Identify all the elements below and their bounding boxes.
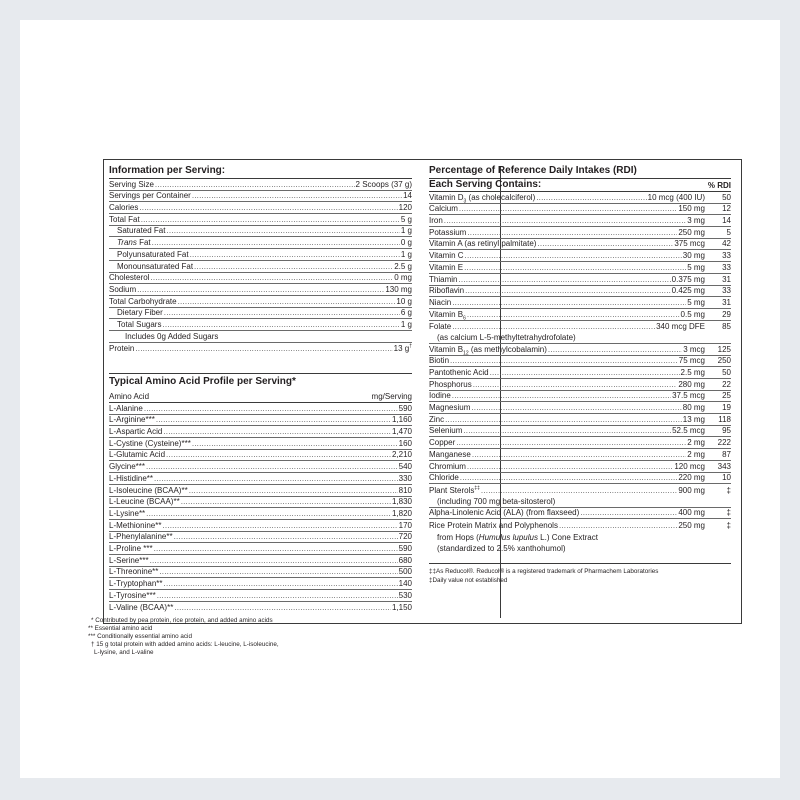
footnote: ** Essential amino acid xyxy=(88,625,153,632)
info-row-label: Serving Size xyxy=(109,179,154,189)
rdi-row-value: 10 mcg (400 IU) xyxy=(647,192,705,202)
rdi-row xyxy=(429,239,731,251)
amino-row-label: L-Lysine** xyxy=(109,508,146,518)
info-row-label: Total Sugars xyxy=(117,319,162,329)
rdi-row-rdi: 10 xyxy=(722,473,731,483)
rdi-subheader xyxy=(429,179,731,191)
rdi-row xyxy=(429,414,731,426)
rdi-row-rdi: 85 xyxy=(722,322,731,332)
rdi-row-label: Chromium xyxy=(429,461,466,471)
amino-row-value: 720 xyxy=(398,532,412,542)
amino-col-unit: mg/Serving xyxy=(371,392,412,401)
rdi-row-value: 250 mg xyxy=(678,520,705,530)
amino-row xyxy=(109,403,412,415)
rdi-row-label: Vitamin C xyxy=(429,251,464,261)
amino-row xyxy=(109,485,412,497)
rdi-row xyxy=(429,449,731,461)
info-table xyxy=(109,179,412,354)
rdi-row-label: Iodine xyxy=(429,391,451,401)
info-row xyxy=(109,343,412,355)
rdi-row-value: 150 mg xyxy=(678,204,705,214)
amino-row-label: L-Histidine** xyxy=(109,473,154,483)
rdi-row-rdi: 118 xyxy=(718,414,731,424)
amino-title: Typical Amino Acid Profile per Serving* xyxy=(109,376,296,388)
rdi-row xyxy=(429,286,731,298)
amino-row-value: 500 xyxy=(398,567,412,577)
rdi-row xyxy=(429,391,731,403)
amino-top-rule xyxy=(109,373,412,374)
info-row-value: 1 g xyxy=(400,226,412,236)
rdi-row-value: 2 mg xyxy=(687,449,705,459)
rdi-table xyxy=(429,192,731,554)
info-row-label: Total Fat xyxy=(109,214,140,224)
rdi-row xyxy=(429,519,731,531)
amino-row xyxy=(109,508,412,520)
rdi-row-value: 0.425 mg xyxy=(671,286,705,296)
amino-row-label: L-Tryptophan** xyxy=(109,579,163,588)
amino-row xyxy=(109,567,412,579)
rdi-row-label: Folate xyxy=(429,322,452,332)
amino-row-label: L-Aspartic Acid xyxy=(109,427,163,437)
rdi-row-label: Plant Sterols‡‡ xyxy=(429,485,480,495)
rdi-row-label: Selenium xyxy=(429,426,463,436)
rdi-row-label: Potassium xyxy=(429,227,467,237)
info-row-value: 2 Scoops (37 g) xyxy=(355,179,412,189)
info-row xyxy=(109,249,412,261)
info-row-value: 1 g xyxy=(400,319,412,329)
rdi-row-note: (standardized to 2.5% xanthohumol) xyxy=(437,544,566,554)
rdi-row-note: (including 700 mg beta-sitosterol) xyxy=(429,496,731,508)
info-row-value: 5 g xyxy=(400,214,412,224)
rdi-row-label: Phosphorus xyxy=(429,379,472,389)
amino-col-label: Amino Acid xyxy=(109,392,150,401)
amino-row-value: 1,470 xyxy=(391,427,412,437)
rdi-row-value: 375 mcg xyxy=(674,239,705,249)
rdi-row-rdi: 31 xyxy=(722,274,731,284)
rdi-row-rdi: 50 xyxy=(722,368,731,377)
info-row-label: Servings per Container xyxy=(109,191,191,201)
rdi-row xyxy=(429,367,731,379)
info-row-label: Includes 0g Added Sugars xyxy=(125,331,219,341)
rdi-row-label: Vitamin $D_3$ (as cholecalciferol) xyxy=(429,192,536,205)
rdi-row-rdi: 12 xyxy=(722,204,731,214)
left-column xyxy=(109,165,412,613)
supplement-facts-panel xyxy=(103,159,742,624)
rdi-row xyxy=(429,250,731,262)
rdi-row-value: 0.5 mg xyxy=(680,309,705,319)
rdi-row-label: Zinc xyxy=(429,414,445,424)
footnote: † 15 g total protein with added amino acids: L-leucine, L-isoleucine, xyxy=(91,641,279,648)
rdi-row-label: Vitamin $B_{12}$ (as methylcobalamin) xyxy=(429,344,547,357)
info-row-label: Dietary Fiber xyxy=(117,308,163,318)
rdi-row-rdi: 33 xyxy=(722,251,731,261)
amino-row xyxy=(109,438,412,450)
rdi-row-note: from Hops (Humulus lupulus L.) Cone Extract xyxy=(437,532,598,542)
rdi-notes xyxy=(429,568,731,585)
info-row xyxy=(109,202,412,214)
rdi-row xyxy=(429,321,731,333)
info-row-label: Sodium xyxy=(109,284,137,294)
rdi-row-value: 13 mg xyxy=(682,414,705,424)
rdi-row-value: 400 mg xyxy=(678,508,705,518)
rdi-row-rdi: 29 xyxy=(722,309,731,319)
rdi-row-value: 75 mcg xyxy=(678,356,705,366)
info-row xyxy=(109,296,412,308)
amino-row-value: 1,150 xyxy=(391,603,412,613)
info-row-value: 1 g xyxy=(400,249,412,259)
rdi-row-label: Alpha-Linolenic Acid (ALA) (from flaxseed) xyxy=(429,508,580,518)
amino-row-label: L-Proline *** xyxy=(109,543,153,553)
info-title: Information per Serving: xyxy=(109,165,226,176)
rdi-row-label: Pantothenic Acid xyxy=(429,368,489,377)
info-row-label: Total Carbohydrate xyxy=(109,296,177,306)
amino-row xyxy=(109,426,412,438)
rdi-row-rdi: 33 xyxy=(722,262,731,272)
rdi-row-rdi: 42 xyxy=(722,239,731,249)
amino-row-label: L-Arginine*** xyxy=(109,415,155,425)
rdi-row xyxy=(429,437,731,449)
rdi-row-value: 37.5 mcg xyxy=(672,391,705,401)
amino-row xyxy=(109,450,412,462)
rdi-row-label: Manganese xyxy=(429,449,471,459)
amino-table xyxy=(109,403,412,613)
rdi-row-value: 900 mg xyxy=(678,485,705,495)
rdi-row-label: Vitamin E xyxy=(429,262,464,272)
rdi-row-label: Niacin xyxy=(429,297,452,307)
rdi-row-label: Vitamin A (as retinyl palmitate) xyxy=(429,239,537,249)
amino-row-label: L-Phenylalanine** xyxy=(109,532,173,542)
rdi-row-rdi: ‡ xyxy=(726,520,731,530)
amino-row-value: 330 xyxy=(398,473,412,483)
rdi-row-value: 5 mg xyxy=(687,297,705,307)
rdi-row-label: Rice Protein Matrix and Polyphenols xyxy=(429,520,558,530)
rdi-row-value: 52.5 mcg xyxy=(672,426,705,436)
rdi-note: ‡‡As Reducol®. Reducol® is a registered trademark of Pharmachem Laboratories xyxy=(429,568,659,576)
rdi-row-label: Calcium xyxy=(429,204,458,214)
info-row-value: 130 mg xyxy=(385,284,412,294)
rdi-row-value: 280 mg xyxy=(678,379,705,389)
amino-row xyxy=(109,532,412,544)
info-row xyxy=(109,261,412,273)
rdi-row-note: (as calcium L-5-methyltetrahydrofolate) xyxy=(429,332,731,344)
rdi-row xyxy=(429,508,731,520)
amino-row-label: L-Alanine xyxy=(109,403,143,413)
rdi-row-value: 2 mg xyxy=(687,438,705,448)
info-row xyxy=(109,214,412,226)
rdi-row-value: 0.375 mg xyxy=(671,274,705,284)
rdi-row xyxy=(429,192,731,204)
amino-row xyxy=(109,461,412,473)
amino-row xyxy=(109,473,412,485)
amino-row-label: L-Threonine** xyxy=(109,567,159,577)
rdi-row xyxy=(429,484,731,496)
rdi-row-value: 120 mcg xyxy=(674,461,705,471)
rdi-row xyxy=(429,379,731,391)
rdi-row-rdi: 125 xyxy=(717,344,731,354)
amino-row-label: L-Isoleucine (BCAA)** xyxy=(109,485,188,495)
amino-row-value: 530 xyxy=(398,590,412,600)
footnotes xyxy=(88,617,279,657)
rdi-row-rdi: 87 xyxy=(722,449,731,459)
rdi-row-rdi: 50 xyxy=(722,192,731,202)
rdi-row-value: 250 mg xyxy=(678,227,705,237)
rdi-row-value: 220 mg xyxy=(678,473,705,483)
amino-row-label: L-Glutamic Acid xyxy=(109,450,166,460)
rdi-row xyxy=(429,344,731,356)
rdi-row-label: Copper xyxy=(429,438,456,448)
amino-column-header xyxy=(109,390,412,402)
rdi-row xyxy=(429,402,731,414)
rdi-row-rdi: 33 xyxy=(722,286,731,296)
rdi-row-rdi: 5 xyxy=(726,227,731,237)
info-row-value: 14 xyxy=(403,191,412,201)
amino-row xyxy=(109,415,412,427)
rdi-row-value: 30 mg xyxy=(682,251,705,261)
footnote: *** Conditionally essential amino acid xyxy=(88,633,192,640)
rdi-row-rdi: 25 xyxy=(722,391,731,401)
rdi-title: Percentage of Reference Daily Intakes (RDI) xyxy=(429,165,637,176)
rdi-row-rdi: 22 xyxy=(722,379,731,389)
rdi-row xyxy=(429,262,731,274)
rdi-row-label: Thiamin xyxy=(429,274,458,284)
info-row-value: 6 g xyxy=(400,308,412,318)
rdi-row-label: Iron xyxy=(429,216,443,226)
rdi-row-value: 340 mcg DFE xyxy=(656,322,705,332)
rdi-pct-header: % RDI xyxy=(707,181,731,190)
rdi-row-label: Chloride xyxy=(429,473,459,483)
amino-row xyxy=(109,520,412,532)
info-row-label: Calories xyxy=(109,203,139,213)
info-row-value: 2.5 g xyxy=(394,261,412,271)
info-row-label: Cholesterol xyxy=(109,273,150,283)
amino-row-value: 680 xyxy=(398,555,412,565)
rdi-row xyxy=(429,297,731,309)
info-row-label: Polyunsaturated Fat xyxy=(117,249,189,259)
rdi-row-rdi: 31 xyxy=(722,297,731,307)
amino-row-label: L-Methionine** xyxy=(109,520,162,530)
info-row-label: Saturated Fat xyxy=(117,226,166,236)
info-row-value: 0 g xyxy=(400,238,412,248)
amino-row-value: 1,820 xyxy=(391,508,412,518)
info-row xyxy=(109,284,412,296)
amino-row-value: 590 xyxy=(398,543,412,553)
amino-row-value: 1,160 xyxy=(391,415,412,425)
label-page xyxy=(20,20,780,778)
info-row-label: Protein xyxy=(109,344,135,354)
amino-row xyxy=(109,590,412,602)
rdi-row xyxy=(429,215,731,227)
rdi-row-rdi: 95 xyxy=(722,426,731,436)
amino-row xyxy=(109,602,412,614)
info-row-label: Trans Fat xyxy=(117,238,151,248)
rdi-row-value: 2.5 mg xyxy=(680,368,705,377)
info-row xyxy=(109,319,412,331)
rdi-row-label: Vitamin $B_6$ xyxy=(429,309,466,322)
rdi-row-rdi: ‡ xyxy=(726,508,731,518)
rdi-row xyxy=(429,309,731,321)
amino-row-label: L-Leucine (BCAA)** xyxy=(109,497,180,507)
amino-row-label: L-Tyrosine*** xyxy=(109,590,156,600)
amino-row xyxy=(109,543,412,555)
footnote: L-lysine, and L-valine xyxy=(94,649,154,656)
amino-row-label: L-Serine*** xyxy=(109,555,149,565)
right-column xyxy=(429,165,731,585)
rdi-row xyxy=(429,227,731,239)
rdi-bottom-rule xyxy=(429,563,731,564)
rdi-subtitle: Each Serving Contains: xyxy=(429,179,542,190)
info-row-value: 0 mg xyxy=(394,273,412,283)
info-row-value: 10 g xyxy=(396,296,412,306)
rdi-row-value: 3 mcg xyxy=(683,344,705,354)
amino-row xyxy=(109,578,412,590)
rdi-row-label: Magnesium xyxy=(429,403,471,413)
rdi-row xyxy=(429,473,731,485)
amino-row-value: 1,830 xyxy=(391,497,412,507)
rdi-row xyxy=(429,461,731,473)
amino-row-value: 140 xyxy=(398,579,412,588)
amino-row-label: L-Valine (BCAA)** xyxy=(109,603,174,613)
rdi-row-label: Biotin xyxy=(429,356,450,366)
rdi-row xyxy=(429,204,731,216)
rdi-row-rdi: 19 xyxy=(722,403,731,413)
amino-row xyxy=(109,555,412,567)
rdi-row xyxy=(429,356,731,368)
rdi-row-rdi: 222 xyxy=(717,438,731,448)
rdi-row-rdi: ‡ xyxy=(726,485,731,495)
amino-row xyxy=(109,497,412,509)
info-row xyxy=(109,237,412,249)
info-row xyxy=(109,331,412,343)
rdi-row xyxy=(429,274,731,286)
info-row-value: 13 g† xyxy=(393,343,412,354)
info-row-value: 120 xyxy=(398,203,412,213)
section-spacer xyxy=(109,354,412,373)
amino-row-value: 170 xyxy=(398,520,412,530)
rdi-row-rdi: 14 xyxy=(722,216,731,226)
amino-row-value: 590 xyxy=(398,403,412,413)
amino-row-label: L-Cystine (Cysteine)*** xyxy=(109,438,191,448)
rdi-row xyxy=(429,426,731,438)
rdi-row-value: 80 mg xyxy=(682,403,705,413)
rdi-note: ‡Daily value not established xyxy=(429,576,508,584)
info-row xyxy=(109,191,412,203)
rdi-row-rdi: 250 xyxy=(717,356,731,366)
amino-row-value: 810 xyxy=(398,485,412,495)
info-row xyxy=(109,308,412,320)
amino-row-label: Glycine*** xyxy=(109,462,146,472)
footnote: * Contributed by pea protein, rice protein, and added amino acids xyxy=(91,617,273,624)
info-row-label: Monounsaturated Fat xyxy=(117,261,194,271)
amino-row-value: 160 xyxy=(398,438,412,448)
amino-row-value: 2,210 xyxy=(391,450,412,460)
rdi-row-value: 3 mg xyxy=(687,216,705,226)
rdi-row-label: Riboflavin xyxy=(429,286,465,296)
info-row xyxy=(109,179,412,191)
amino-row-value: 540 xyxy=(398,462,412,472)
rdi-row-rdi: 343 xyxy=(717,461,731,471)
info-row xyxy=(109,273,412,285)
rdi-row-value: 5 mg xyxy=(687,262,705,272)
info-row xyxy=(109,226,412,238)
